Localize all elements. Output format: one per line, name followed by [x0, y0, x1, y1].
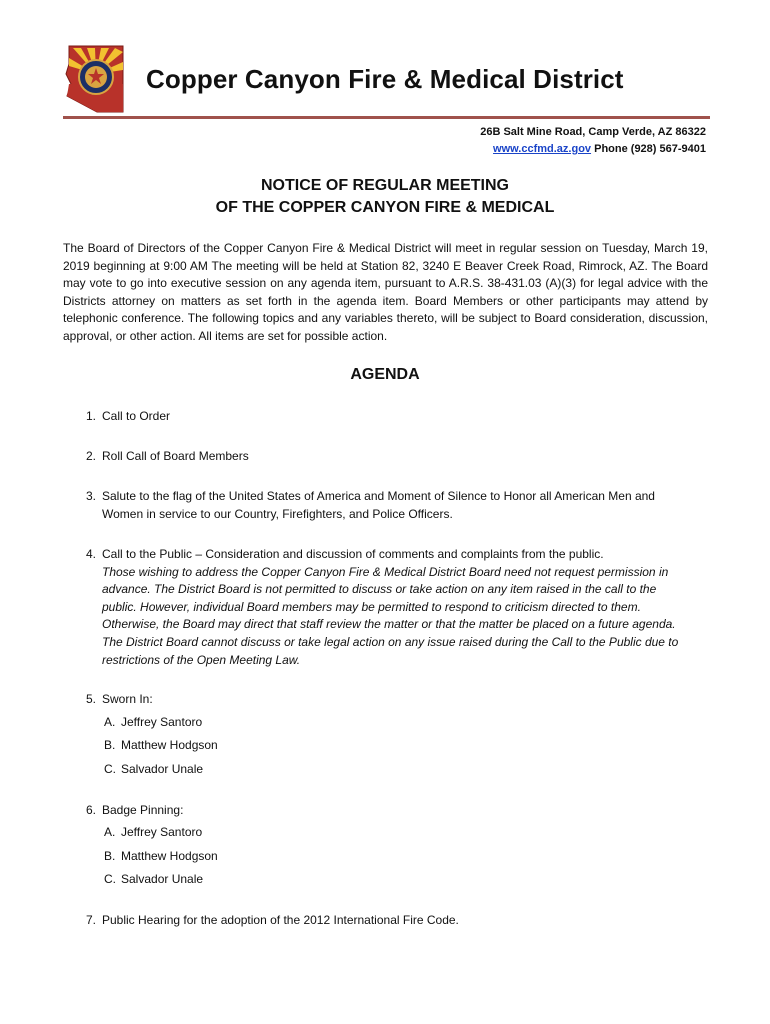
- header-divider: [63, 116, 710, 119]
- notice-title-line-1: NOTICE OF REGULAR MEETING: [261, 177, 509, 194]
- sub-item-letter: C.: [104, 762, 116, 776]
- sub-item: [104, 738, 218, 752]
- sub-item-text: Salvador Unale: [121, 872, 204, 886]
- agenda-item-number: 1.: [86, 409, 97, 423]
- sub-item-text: Salvador Unale: [121, 762, 204, 776]
- address-block: [480, 124, 706, 158]
- sub-item-letter: A.: [104, 825, 116, 839]
- sub-item: [104, 762, 203, 776]
- notice-title-line-2: OF THE COPPER CANYON FIRE & MEDICAL: [215, 199, 555, 216]
- agenda-item: [86, 912, 686, 930]
- agenda-item-text: Call to the Public – Consideration and discussion of comments and complaints from the public.: [102, 547, 604, 561]
- agenda-item-number: 7.: [86, 913, 97, 927]
- agenda-item-text: Salute to the flag of the United States of America and Moment of Silence to Honor all American Men and Women in service to our Country, Firefighters, and Police Officers.: [102, 489, 655, 521]
- sub-item-text: Jeffrey Santoro: [121, 825, 203, 839]
- district-logo-icon: [63, 44, 129, 114]
- agenda-item-number: 6.: [86, 803, 97, 817]
- agenda-item: [86, 546, 686, 669]
- agenda-item: [86, 448, 686, 466]
- sub-item: [104, 872, 203, 886]
- street-address: 26B Salt Mine Road, Camp Verde, AZ 86322: [480, 126, 706, 138]
- agenda-item-number: 2.: [86, 449, 97, 463]
- org-title: Copper Canyon Fire & Medical District: [146, 64, 624, 94]
- intro-paragraph: The Board of Directors of the Copper Canyon Fire & Medical District will meet in regular session on Tuesday, March 19, 2019 beginning at 9:00 AM The meeting will be held at Station 82, 3240 E Beaver Creek Road, Rimrock, AZ. The Board may vote to go into executive session on any agenda item, pursuant to A.R.S. 38-431.03 (A)(3) for legal advice with the Districts attorney on matters as set forth in the agenda item. Board Members or other participants may attend by telephonic conference. The following topics and any variables thereto, will be subject to Board consideration, discussion, approval, or other action. All items are set for possible action.: [63, 241, 708, 343]
- agenda-item-number: 3.: [86, 489, 97, 503]
- agenda-item-text: Roll Call of Board Members: [102, 449, 249, 463]
- sub-item-letter: B.: [104, 849, 116, 863]
- sub-item-letter: A.: [104, 715, 116, 729]
- website-link[interactable]: www.ccfmd.az.gov: [493, 143, 592, 155]
- phone-number: Phone (928) 567-9401: [594, 143, 706, 155]
- sub-item-letter: B.: [104, 738, 116, 752]
- agenda-item: [86, 408, 686, 426]
- agenda-item: [86, 802, 686, 820]
- sub-item: [104, 825, 202, 839]
- agenda-item-text: Public Hearing for the adoption of the 2012 International Fire Code.: [102, 913, 459, 927]
- sub-item: [104, 715, 202, 729]
- sub-item-letter: C.: [104, 872, 116, 886]
- sub-item-text: Matthew Hodgson: [121, 738, 218, 752]
- agenda-item-text: Call to Order: [102, 409, 171, 423]
- agenda-item-text: Sworn In:: [102, 692, 153, 706]
- sub-item-text: Jeffrey Santoro: [121, 715, 203, 729]
- agenda-item-note: Those wishing to address the Copper Canyon Fire & Medical District Board need not request permission in advance. The District Board is not permitted to discuss or take action on any item raised in the call to the public. However, individual Board members may be permitted to respond to criticism directed to them. Otherwise, the Board may direct that staff review the matter or that the matter be placed on a future agenda. The District Board cannot discuss or take legal action on any issue raised during the Call to the Public due to restrictions of the Open Meeting Law.: [102, 564, 679, 667]
- sub-item: [104, 849, 218, 863]
- agenda-item: [86, 488, 686, 523]
- agenda-heading: AGENDA: [350, 366, 420, 383]
- sub-item-text: Matthew Hodgson: [121, 849, 218, 863]
- agenda-item-number: 5.: [86, 692, 97, 706]
- agenda-item-text: Badge Pinning:: [102, 803, 184, 817]
- notice-title: [0, 175, 770, 219]
- agenda-item-number: 4.: [86, 547, 97, 561]
- agenda-item: [86, 691, 686, 709]
